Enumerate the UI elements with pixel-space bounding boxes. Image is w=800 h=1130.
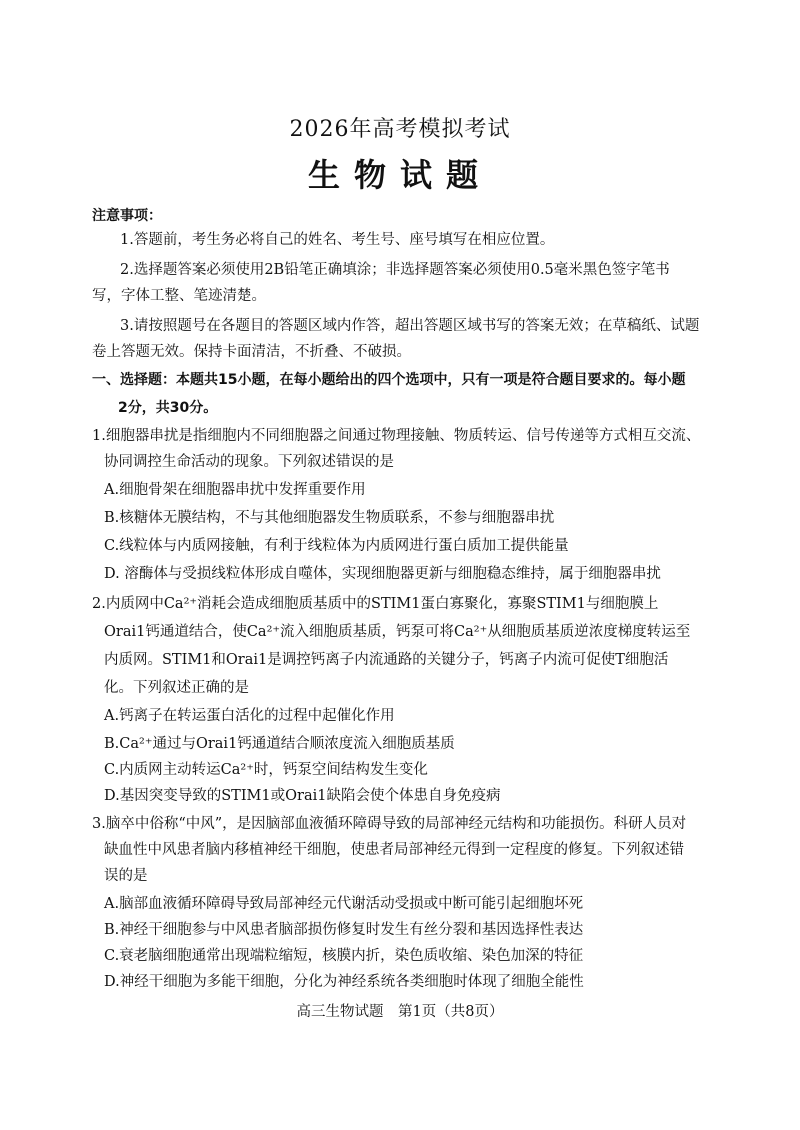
q2-stem-line-4: 化。下列叙述正确的是 <box>104 680 249 696</box>
q1-option-c: C.线粒体与内质网接触，有利于线粒体为内质网进行蛋白质加工提供能量 <box>104 538 569 554</box>
q3-option-c: C.衰老脑细胞通常出现端粒缩短，核膜内折，染色质收缩、染色加深的特征 <box>104 948 584 964</box>
section-heading-line-2: 2分，共30分。 <box>118 400 218 416</box>
notes-item-3-line-2: 卷上答题无效。保持卡面清洁，不折叠、不破损。 <box>92 344 411 360</box>
page-footer: 高三生物试题 第1页（共8页） <box>296 1004 504 1020</box>
q3-option-a: A.脑部血液循环障碍导致局部神经元代谢活动受损或中断可能引起细胞坏死 <box>104 896 584 912</box>
q3-stem-line-1: 3.脑卒中俗称“中风”，是因脑部血液循环障碍导致的局部神经元结构和功能损伤。科研人员对 <box>92 816 687 832</box>
q1-option-d: D. 溶酶体与受损线粒体形成自噬体，实现细胞器更新与细胞稳态维持，属于细胞器串扰 <box>104 566 661 582</box>
q2-stem-line-2: Orai1钙通道结合，使Ca²⁺流入细胞质基质，钙泵可将Ca²⁺从细胞质基质逆浓度梯度转运至 <box>104 624 691 640</box>
notes-heading: 注意事项： <box>92 208 162 224</box>
q2-stem-line-1: 2.内质网中Ca²⁺消耗会造成细胞质基质中的STIM1蛋白寡聚化，寡聚STIM1与细胞膜上 <box>92 596 659 612</box>
notes-item-2-line-2: 写，字体工整、笔迹清楚。 <box>92 288 266 304</box>
q3-option-d: D.神经干细胞为多能干细胞，分化为神经系统各类细胞时体现了细胞全能性 <box>104 974 584 990</box>
q1-option-b: B.核糖体无膜结构，不与其他细胞器发生物质联系，不参与细胞器串扰 <box>104 510 555 526</box>
q3-option-b: B.神经干细胞参与中风患者脑部损伤修复时发生有丝分裂和基因选择性表达 <box>104 922 584 938</box>
q2-option-d: D.基因突变导致的STIM1或Orai1缺陷会使个体患自身免疫病 <box>104 788 501 804</box>
q2-option-a: A.钙离子在转运蛋白活化的过程中起催化作用 <box>104 708 395 724</box>
q1-stem-line-1: 1.细胞器串扰是指细胞内不同细胞器之间通过物理接触、物质转运、信号传递等方式相互交流、 <box>92 428 701 444</box>
q2-option-b: B.Ca²⁺通过与Orai1钙通道结合顺浓度流入细胞质基质 <box>104 736 455 752</box>
exam-title: 2026年高考模拟考试 <box>289 117 511 142</box>
q3-stem-line-2: 缺血性中风患者脑内移植神经干细胞，使患者局部神经元得到一定程度的修复。下列叙述错 <box>104 842 684 858</box>
notes-item-2-line-1: 2.选择题答案必须使用2B铅笔正确填涂；非选择题答案必须使用0.5毫米黑色签字笔书 <box>120 262 670 278</box>
q3-stem-line-3: 误的是 <box>104 868 148 884</box>
q1-stem-line-2: 协同调控生命活动的现象。下列叙述错误的是 <box>104 454 394 470</box>
q1-option-a: A.细胞骨架在细胞器串扰中发挥重要作用 <box>104 482 366 498</box>
notes-item-1: 1.答题前，考生务必将自己的姓名、考生号、座号填写在相应位置。 <box>120 232 555 248</box>
subject-title: 生物试题 <box>307 156 492 194</box>
notes-item-3-line-1: 3.请按照题号在各题目的答题区域内作答，超出答题区域书写的答案无效；在草稿纸、试题 <box>120 318 700 334</box>
q2-option-c: C.内质网主动转运Ca²⁺时，钙泵空间结构发生变化 <box>104 762 428 778</box>
section-heading-line-1: 一、选择题：本题共15小题，在每小题给出的四个选项中，只有一项是符合题目要求的。每小题 <box>92 372 686 388</box>
q2-stem-line-3: 内质网。STIM1和Orai1是调控钙离子内流通路的关键分子，钙离子内流可促使T细胞活 <box>104 652 669 668</box>
